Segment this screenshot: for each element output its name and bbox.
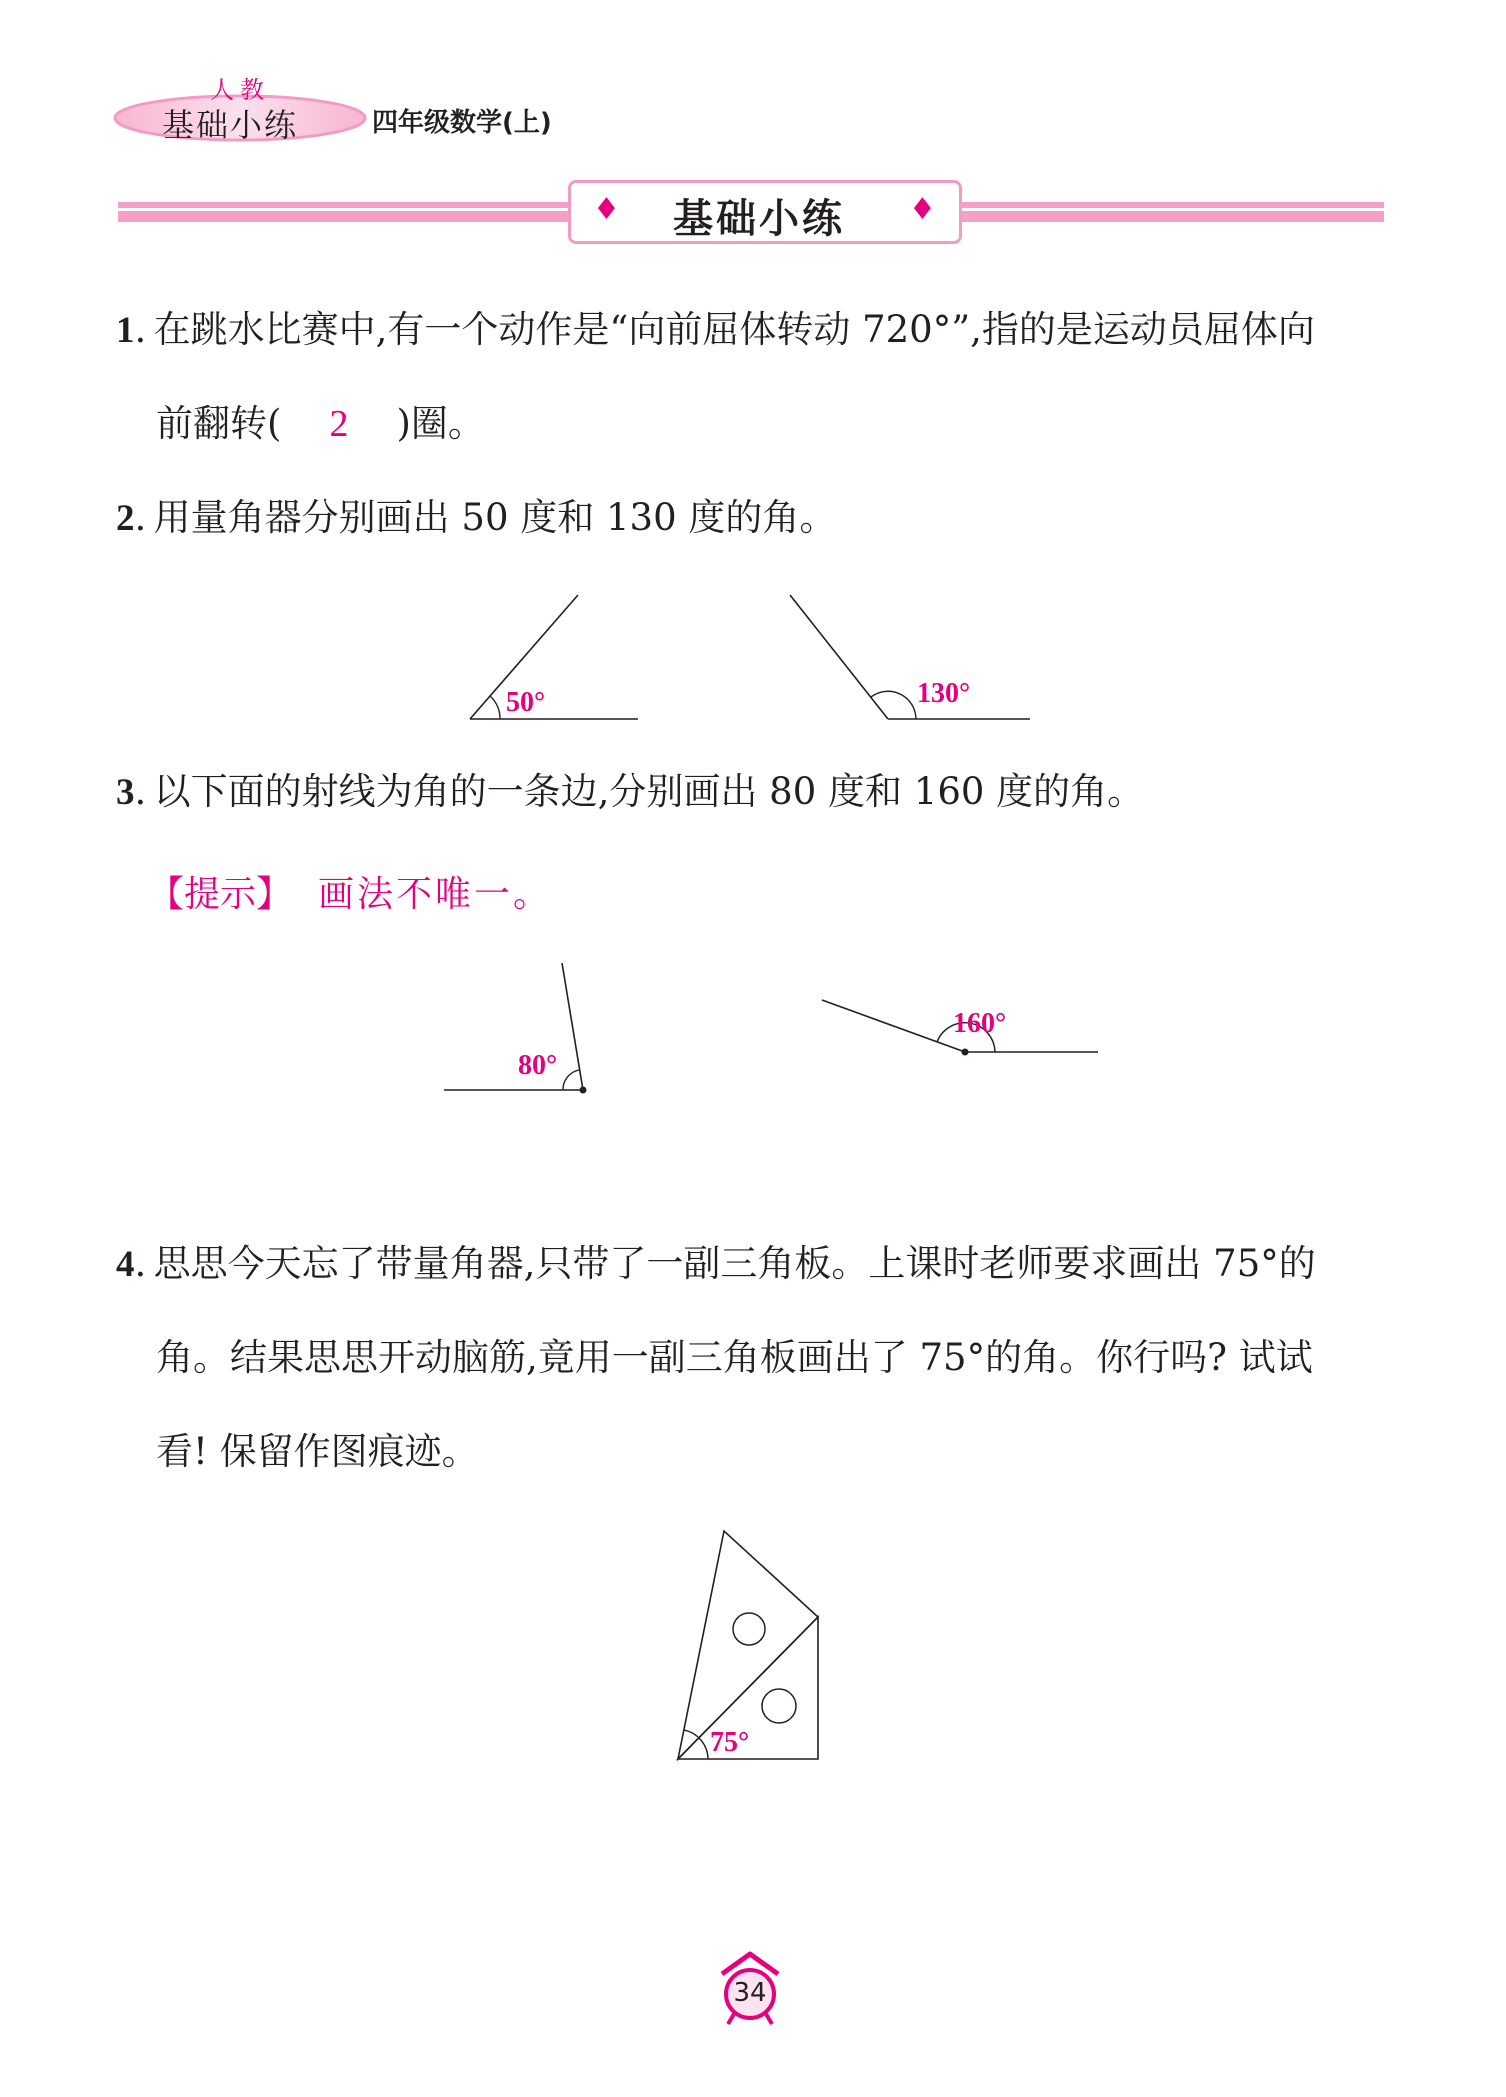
question-4-line2 <box>156 1336 1313 1380</box>
question-4-text-line3: 看! 保留作图痕迹。 <box>156 1430 479 1473</box>
question-3-hint <box>148 866 552 917</box>
question-2: 2. 用量角器分别画出 50 度和 130 度的角。 <box>116 496 837 539</box>
series-title: 基础小练 <box>162 106 299 144</box>
question-1-text-after-blank: )圈。 <box>396 402 485 445</box>
angle-label-80: 80° <box>518 1050 558 1081</box>
banner-diamond-right-icon: ♦ <box>909 192 936 227</box>
banner-rule-right <box>958 202 1384 222</box>
grade-subject: 四年级数学(上) <box>372 108 552 138</box>
publisher-tag: 人教 <box>210 76 270 104</box>
question-1-text-before-blank: 前翻转( <box>156 402 282 445</box>
question-4-text-line1: 思思今天忘了带量角器,只带了一副三角板。上课时老师要求画出 75°的 <box>153 1242 1316 1285</box>
page-number: 34 <box>733 1978 767 2008</box>
question-3: 3. 以下面的射线为角的一条边,分别画出 80 度和 160 度的角。 <box>116 770 1145 813</box>
question-4-line3 <box>156 1430 479 1474</box>
question-1-text-line1: 在跳水比赛中,有一个动作是“向前屈体转动 720°”,指的是运动员屈体向 <box>153 308 1315 351</box>
angle-label-130: 130° <box>917 678 971 709</box>
question-1-number: 1 <box>116 310 135 351</box>
hint-label: 【提示】 <box>148 874 293 915</box>
question-3-angle-80 <box>440 955 600 1100</box>
page-number-badge <box>712 1950 788 2026</box>
question-2-angle-130 <box>780 585 1040 725</box>
question-1-line1: 1. 在跳水比赛中,有一个动作是“向前屈体转动 720°”,指的是运动员屈体向 <box>116 308 1315 351</box>
question-1-answer: 2 <box>329 403 349 445</box>
banner-box <box>568 180 962 244</box>
question-3-text: 以下面的射线为角的一条边,分别画出 80 度和 160 度的角。 <box>153 770 1145 813</box>
angle-label-160: 160° <box>953 1008 1007 1039</box>
banner-diamond-left-icon: ♦ <box>593 192 620 227</box>
question-4-set-squares <box>672 1525 832 1765</box>
section-banner <box>118 180 1384 242</box>
question-2-number: 2 <box>116 498 135 539</box>
question-2-angle-50 <box>460 585 660 725</box>
header <box>110 70 710 150</box>
banner-title: 基础小练 <box>673 196 845 242</box>
question-4-text-line2: 角。结果思思开动脑筋,竟用一副三角板画出了 75°的角。你行吗? 试试 <box>156 1336 1313 1379</box>
angle-label-75: 75° <box>710 1727 750 1758</box>
question-1-line2 <box>156 402 485 446</box>
question-4-number: 4 <box>116 1244 135 1285</box>
angle-label-50: 50° <box>506 687 546 718</box>
banner-rule-left <box>118 202 568 222</box>
question-4-line1: 4. 思思今天忘了带量角器,只带了一副三角板。上课时老师要求画出 75°的 <box>116 1242 1316 1285</box>
hint-text: 画法不唯一。 <box>318 874 553 915</box>
question-3-angle-160 <box>818 990 1108 1060</box>
question-2-text: 用量角器分别画出 50 度和 130 度的角。 <box>153 496 837 539</box>
question-3-number: 3 <box>116 772 135 813</box>
